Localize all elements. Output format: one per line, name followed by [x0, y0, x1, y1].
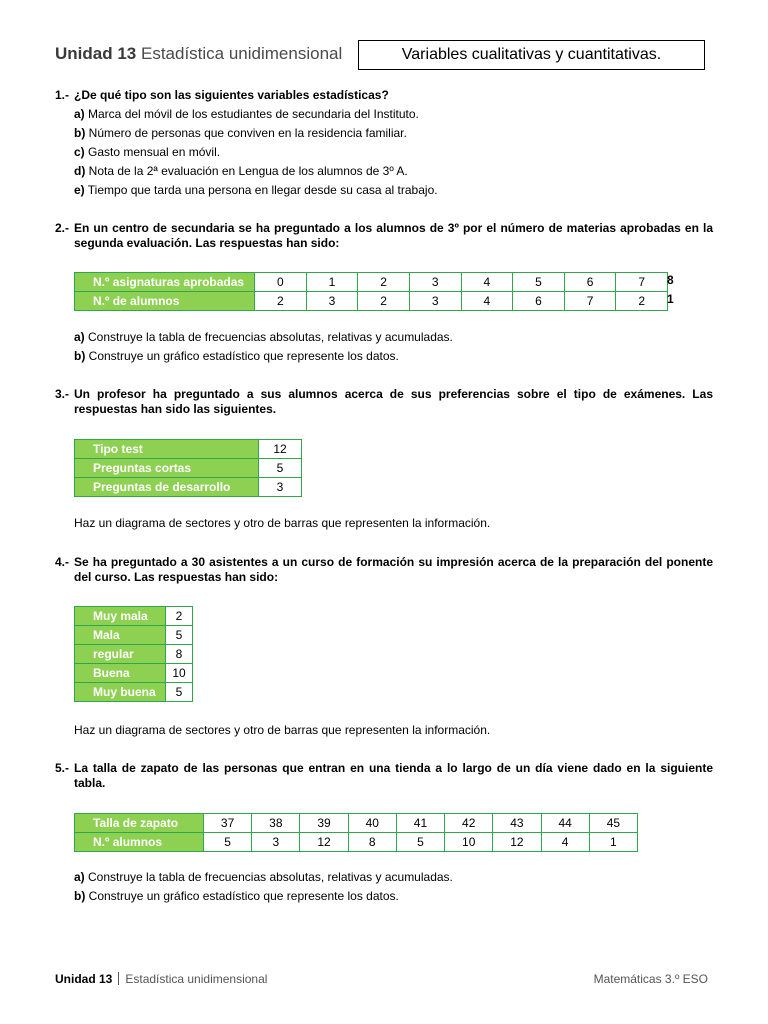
table-cell: 10 — [445, 833, 493, 852]
list-item — [55, 124, 713, 143]
question-4 — [55, 555, 713, 585]
table-row — [75, 645, 193, 664]
item-text: Número de personas que conviven en la residencia familiar. — [88, 126, 407, 140]
table-cell: 4 — [461, 273, 513, 292]
table-cell: 1 — [589, 833, 637, 852]
table-cell: 6 — [513, 292, 565, 311]
item-letter: b) — [74, 126, 86, 140]
table-cell: 8 — [348, 833, 396, 852]
table-cell: 5 — [166, 683, 193, 702]
table-row — [75, 626, 193, 645]
table-cell: 5 — [396, 833, 444, 852]
list-item — [55, 181, 713, 200]
question-3-table — [74, 439, 302, 497]
table-cell: 45 — [589, 814, 637, 833]
table-cell: 44 — [541, 814, 589, 833]
table-cell: 3 — [259, 478, 302, 497]
question-1-items — [55, 105, 713, 200]
table-row — [75, 664, 193, 683]
item-text: Tiempo que tarda una persona en llegar desde su casa al trabajo. — [87, 183, 438, 197]
question-3 — [55, 387, 713, 417]
question-5-title — [55, 761, 713, 791]
list-item — [55, 887, 713, 906]
table-cell: 12 — [493, 833, 541, 852]
table-cell: 3 — [409, 273, 461, 292]
table-cell: 5 — [259, 459, 302, 478]
table-row — [75, 273, 668, 292]
table-cell: 38 — [252, 814, 300, 833]
table-row — [75, 459, 302, 478]
question-2-title — [55, 221, 713, 251]
item-letter: a) — [74, 870, 85, 884]
table-header-cell: Muy buena — [75, 683, 166, 702]
list-item — [55, 328, 713, 347]
table-row — [75, 607, 193, 626]
question-4-table — [74, 606, 193, 702]
header-unit-title: Estadística unidimensional — [140, 44, 343, 63]
item-text: Gasto mensual en móvil. — [88, 145, 221, 159]
item-letter: b) — [74, 889, 86, 903]
table-cell: 2 — [358, 292, 410, 311]
question-3-title — [55, 387, 713, 417]
table-cell: 41 — [396, 814, 444, 833]
table-header-cell: Mala — [75, 626, 166, 645]
table-cell: 40 — [348, 814, 396, 833]
table-header-cell: Tipo test — [75, 440, 259, 459]
question-5-number: 5.- — [55, 761, 70, 775]
table-overflow-value: 8 — [667, 273, 674, 287]
table-header-cell: Preguntas de desarrollo — [75, 478, 259, 497]
item-text: Marca del móvil de los estudiantes de secundaria del Instituto. — [88, 107, 419, 121]
question-4-instruction — [55, 721, 713, 740]
table-header-cell: N.º alumnos — [75, 833, 204, 852]
question-5-text: La talla de zapato de las personas que entran en una tienda a lo largo de un día viene dado en la siguiente tabla. — [74, 761, 713, 790]
item-letter: a) — [74, 330, 85, 344]
table-cell: 5 — [166, 626, 193, 645]
footer-separator — [118, 972, 119, 985]
question-5-table — [74, 813, 638, 852]
table-cell: 5 — [513, 273, 565, 292]
table-header-cell: regular — [75, 645, 166, 664]
table-cell: 2 — [358, 273, 410, 292]
table-cell: 1 — [306, 273, 358, 292]
table-header-cell: Buena — [75, 664, 166, 683]
question-2-items — [55, 328, 713, 366]
question-2-text: En un centro de secundaria se ha preguntado a los alumnos de 3º por el número de materias aprobadas en la segunda evaluación. Las respuestas han sido: — [74, 221, 713, 250]
table-overflow-value: 1 — [667, 292, 674, 306]
table-cell: 7 — [564, 292, 616, 311]
table-row — [75, 683, 193, 702]
item-letter: c) — [74, 145, 85, 159]
question-4-title — [55, 555, 713, 585]
table-cell: 3 — [252, 833, 300, 852]
item-text: Construye la tabla de frecuencias absolutas, relativas y acumuladas. — [88, 870, 453, 884]
footer-course: Matemáticas 3.º ESO — [593, 972, 708, 986]
item-text: Nota de la 2ª evaluación en Lengua de los alumnos de 3º A. — [88, 164, 408, 178]
table-cell: 42 — [445, 814, 493, 833]
instruction-text: Haz un diagrama de sectores y otro de barras que representen la información. — [74, 516, 491, 530]
table-cell: 39 — [300, 814, 348, 833]
page-header — [55, 40, 710, 72]
table-cell: 3 — [306, 292, 358, 311]
list-item — [55, 347, 713, 366]
table-cell: 2 — [166, 607, 193, 626]
table-cell: 7 — [616, 273, 668, 292]
question-2 — [55, 221, 713, 251]
list-item — [55, 105, 713, 124]
table-cell: 8 — [166, 645, 193, 664]
footer-unit — [55, 972, 267, 986]
list-item — [55, 143, 713, 162]
table-header-cell: Talla de zapato — [75, 814, 204, 833]
table-cell: 37 — [204, 814, 252, 833]
question-1-text: ¿De qué tipo son las siguientes variables estadísticas? — [74, 88, 389, 102]
item-text: Construye un gráfico estadístico que represente los datos. — [88, 889, 399, 903]
question-1-number: 1.- — [55, 88, 70, 102]
item-text: Construye la tabla de frecuencias absolutas, relativas y acumuladas. — [88, 330, 453, 344]
table-row — [75, 833, 638, 852]
table-cell: 4 — [541, 833, 589, 852]
table-row — [75, 440, 302, 459]
header-unit — [55, 44, 342, 64]
table-header-cell: N.º asignaturas aprobadas — [75, 273, 255, 292]
item-letter: a) — [74, 107, 85, 121]
table-cell: 12 — [259, 440, 302, 459]
table-row — [75, 814, 638, 833]
list-item — [55, 868, 713, 887]
question-3-instruction — [55, 514, 713, 533]
table-row — [75, 292, 668, 311]
table-cell: 2 — [255, 292, 307, 311]
footer-unit-title: Estadística unidimensional — [125, 972, 268, 986]
footer-unit-label: Unidad 13 — [55, 972, 113, 986]
header-topic-box: Variables cualitativas y cuantitativas. — [358, 40, 705, 70]
question-1-title — [55, 88, 713, 103]
question-3-text: Un profesor ha preguntado a sus alumnos acerca de sus preferencias sobre el tipo de exámenes. Las respuestas han sido las siguientes. — [74, 387, 713, 416]
table-header-cell: Muy mala — [75, 607, 166, 626]
table-header-cell: N.º de alumnos — [75, 292, 255, 311]
list-item — [55, 162, 713, 181]
item-letter: e) — [74, 183, 85, 197]
table-cell: 12 — [300, 833, 348, 852]
table-cell: 43 — [493, 814, 541, 833]
table-cell: 2 — [616, 292, 668, 311]
question-5-items — [55, 868, 713, 906]
instruction-text: Haz un diagrama de sectores y otro de barras que representen la información. — [74, 723, 491, 737]
table-header-cell: Preguntas cortas — [75, 459, 259, 478]
question-3-number: 3.- — [55, 387, 70, 401]
table-cell: 3 — [409, 292, 461, 311]
table-cell: 0 — [255, 273, 307, 292]
question-1 — [55, 88, 713, 200]
table-cell: 6 — [564, 273, 616, 292]
question-2-table — [74, 272, 668, 311]
table-cell: 4 — [461, 292, 513, 311]
header-unit-label: Unidad 13 — [55, 44, 137, 63]
item-letter: b) — [74, 349, 86, 363]
item-text: Construye un gráfico estadístico que represente los datos. — [88, 349, 399, 363]
question-5 — [55, 761, 713, 791]
question-4-number: 4.- — [55, 555, 70, 569]
item-letter: d) — [74, 164, 86, 178]
question-4-text: Se ha preguntado a 30 asistentes a un curso de formación su impresión acerca de la preparación del ponente del curso. Las respuestas han sido: — [74, 555, 713, 584]
table-cell: 10 — [166, 664, 193, 683]
table-row — [75, 478, 302, 497]
question-2-number: 2.- — [55, 221, 70, 235]
table-cell: 5 — [204, 833, 252, 852]
